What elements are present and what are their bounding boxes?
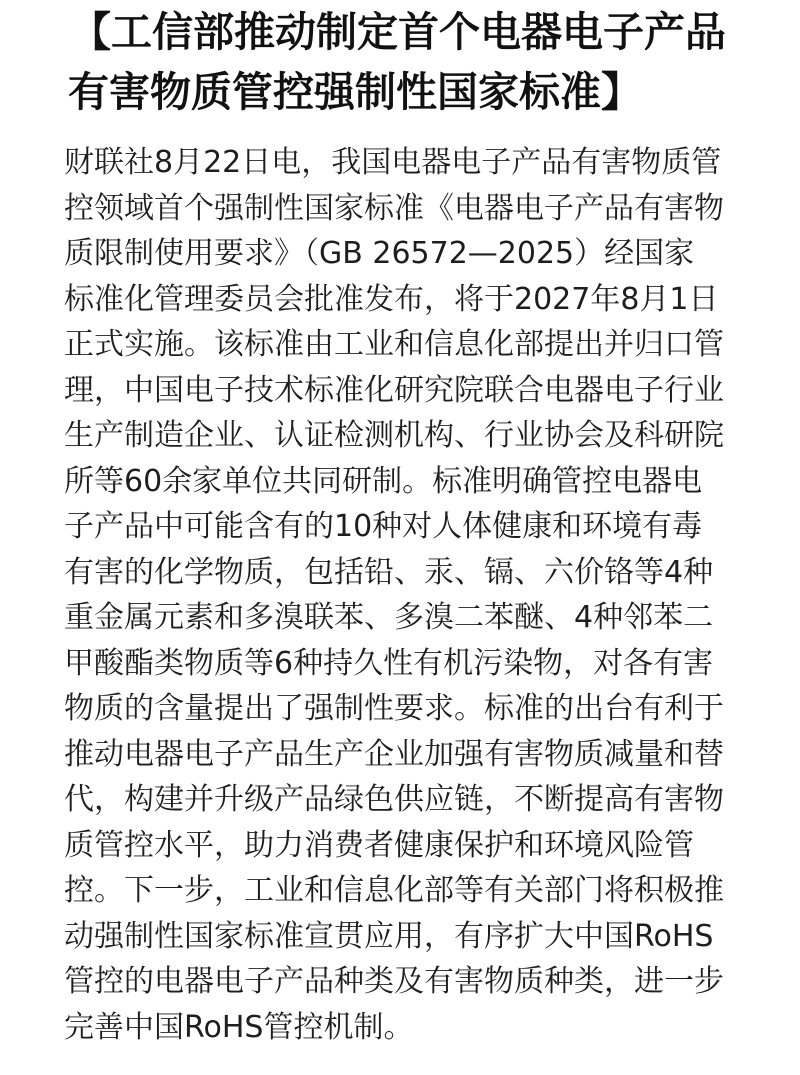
body-line: 重金属元素和多溴联苯、多溴二苯醚、4种邻苯二	[64, 600, 714, 635]
headline	[0, 0, 800, 122]
body-line: 代，构建并升级产品绿色供应链，不断提高有害物	[64, 782, 724, 817]
body-line: 完善中国RoHS管控机制。	[64, 1009, 414, 1045]
body-line: 正式实施。该标准由工业和信息化部提出并归口管	[64, 327, 724, 362]
body-line: 理，中国电子技术标准化研究院联合电器电子行业	[64, 372, 724, 408]
body-line: 动强制性国家标准宣贯应用，有序扩大中国RoHS	[64, 918, 714, 954]
body-line: 控领域首个强制性国家标准《电器电子产品有害物	[64, 190, 724, 226]
body-line: 推动电器电子产品生产企业加强有害物质减量和替	[64, 736, 724, 772]
body-line: 子产品中可能含有的10种对人体健康和环境有毒	[64, 509, 703, 544]
body-line: 质限制使用要求》（GB 26572—2025）经国家	[64, 236, 695, 271]
body-line: 控。下一步，工业和信息化部等有关部门将积极推	[64, 873, 724, 908]
article-body	[64, 140, 764, 1050]
headline-line-2: 有害物质管控强制性国家标准】	[68, 68, 642, 116]
body-line: 有害的化学物质，包括铅、汞、镉、六价铬等4种	[64, 554, 714, 590]
body-line: 标准化管理委员会批准发布，将于2027年8月1日	[64, 281, 719, 317]
body-line: 生产制造企业、认证检测机构、行业协会及科研院	[64, 418, 724, 453]
body-line: 财联社8月22日电，我国电器电子产品有害物质管	[64, 145, 722, 180]
body-line: 所等60余家单位共同研制。标准明确管控电器电	[64, 463, 703, 499]
body-line: 物质的含量提出了强制性要求。标准的出台有利于	[64, 691, 724, 726]
body-line: 管控的电器电子产品种类及有害物质种类，进一步	[64, 964, 724, 999]
headline-line-1: 【工信部推动制定首个电器电子产品	[70, 8, 726, 56]
body-line: 甲酸酯类物质等6种持久性有机污染物，对各有害	[64, 645, 714, 681]
body-line: 质管控水平，助力消费者健康保护和环境风险管	[64, 827, 694, 863]
